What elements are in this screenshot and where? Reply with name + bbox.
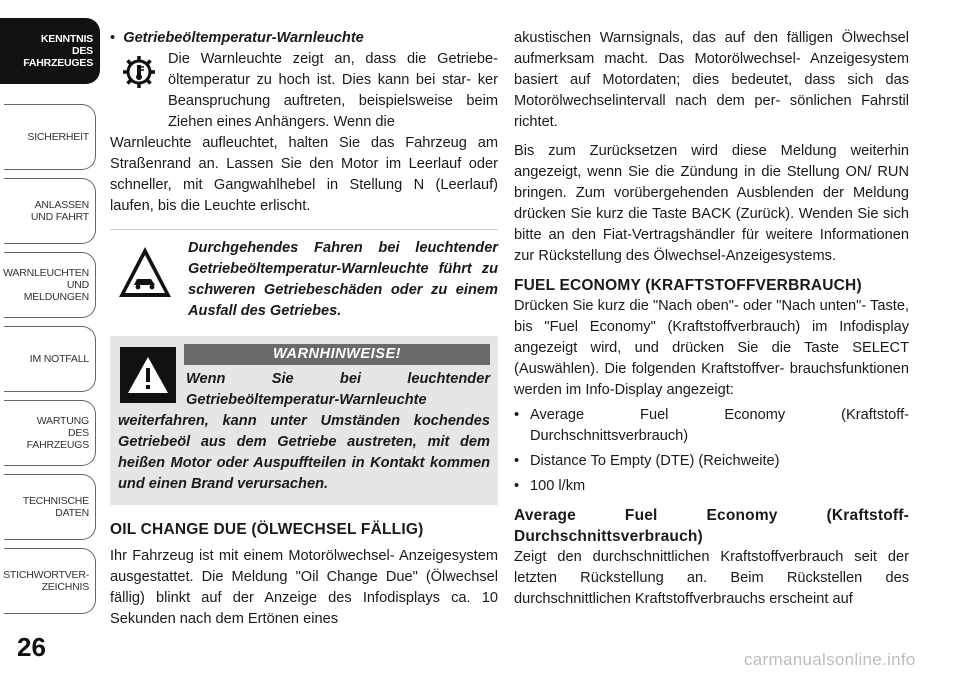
- bullet-dot: •: [110, 30, 124, 46]
- oil-change-text: Ihr Fahrzeug ist mit einem Motorölwechsel- Anzeigesystem ausgestattet. Die Meldung "Oil Change Due" (Ölwechsel fällig) blinkt auf der Anzeige des Infodisplays ca. 10 Sekunden nach dem Ertönen eines: [110, 548, 498, 627]
- caution-notice: [110, 229, 498, 322]
- tab-stichwortverzeichnis[interactable]: STICHWORTVER- ZEICHNIS: [4, 548, 96, 614]
- bullet-heading: [110, 28, 498, 49]
- transmission-temp-title: Getriebeöltemperatur-Warnleuchte: [123, 30, 364, 46]
- warning-text: Wenn Sie bei leuchtender Getriebeöltemperatur-Warnleuchte weiterfahren, kann unter Umständen kochendes Getriebeöl aus dem Getriebe austreten, mit dem heißen Motor oder Auspuffteilen in Kontakt kommen und einen Brand verursachen.: [118, 371, 490, 492]
- average-fuel-economy-text: Zeigt den durchschnittlichen Kraftstoffverbrauch seit der letzten Rückstellung an. Beim Rückstellen des durchschnittlichen Kraftstoffverbrauchs erscheint auf: [514, 549, 909, 607]
- caution-car-icon-wrap: [116, 244, 174, 302]
- watermark: carmanualsonline.info: [744, 650, 916, 669]
- list-item: • Average Fuel Economy (Kraftstoff- Durchschnittsverbrauch): [514, 405, 909, 447]
- fuel-economy-heading: FUEL ECONOMY (KRAFTSTOFFVERBRAUCH): [514, 277, 862, 294]
- tab-anlassen-und-fahrt[interactable]: ANLASSEN UND FAHRT: [4, 178, 96, 244]
- tab-sicherheit[interactable]: SICHERHEIT: [4, 104, 96, 170]
- tab-wartung-des-fahrzeugs[interactable]: WARTUNG DES FAHRZEUGS: [4, 400, 96, 466]
- average-fuel-economy-heading: Average Fuel Economy (Kraftstoff- Durchschnittsverbrauch): [514, 507, 909, 545]
- warning-header: WARNHINWEISE!: [184, 344, 490, 365]
- right-column: [514, 28, 909, 618]
- warning-triangle-icon: [126, 355, 170, 395]
- chapter-sidebar: [0, 0, 100, 678]
- fuel-economy-text: Drücken Sie kurz die "Nach oben"- oder "Nach unten"- Taste, bis "Fuel Economy" (Kraftstoffverbrauch) im Infodisplay angezeigt wird, und drücken Sie die Taste SELECT (Auswählen). Die folgenden Kraftstoffver- brauchsfunktionen werden im Info-Display angezeigt:: [514, 298, 909, 398]
- oil-change-text-cont: akustischen Warnsignals, das auf den fälligen Ölwechsel aufmerksam macht. Das Motorölwechsel- Anzeigesystem basiert auf Motordaten; dies bedeutet, dass sich das Motorölwechselintervall nach dem per- sönlichen Fahrstil richtet.: [514, 30, 909, 130]
- fuel-functions-list: [514, 405, 909, 497]
- tab-warnleuchten-und-meldungen[interactable]: WARNLEUCHTEN UND MELDUNGEN: [4, 252, 96, 318]
- warning-notice: [110, 336, 498, 505]
- transmission-temp-description-cont: Warnleuchte aufleuchtet, halten Sie das Fahrzeug am Straßenrand an. Lassen Sie den Motor im Leerlauf oder schneller, mit Gangwahlhebel in Stellung N (Leerlauf) laufen, bis die Leuchte erlischt.: [110, 135, 498, 214]
- tab-im-notfall[interactable]: IM NOTFALL: [4, 326, 96, 392]
- oil-change-reset-text: Bis zum Zurücksetzen wird diese Meldung weiterhin angezeigt, wenn Sie die Zündung in die Stellung ON/ RUN bringen. Zum vorübergehenden Ausblenden der Meldung drücken Sie kurz die Taste BACK (Zurück). Wenden Sie sich bitte an den Fiat-Vertragshändler für weitere Informationen zur Rückstellung des Ölwechsel-Anzeigesystems.: [514, 143, 909, 264]
- left-column: [110, 28, 498, 638]
- oil-change-heading: OIL CHANGE DUE (ÖLWECHSEL FÄLLIG): [110, 521, 424, 538]
- list-item: • 100 l/km: [514, 476, 909, 497]
- transmission-temp-description: Die Warnleuchte zeigt an, dass die Getriebe- öltemperatur zu hoch ist. Dies kann bei star- ker Beanspruchung auftreten, beispielsweise beim Ziehen eines Anhängers. Wenn die: [168, 51, 498, 130]
- list-item: • Distance To Empty (DTE) (Reichweite): [514, 451, 909, 472]
- gear-warning-block: [110, 49, 498, 133]
- warning-icon-wrap: [120, 347, 176, 403]
- caution-car-icon: [117, 245, 173, 301]
- page-number: 26: [17, 632, 46, 662]
- caution-text: Durchgehendes Fahren bei leuchtender Getriebeöltemperatur-Warnleuchte führt zu schweren Getriebeschäden oder zu einem Ausfall des Getriebes.: [188, 240, 498, 319]
- transmission-temperature-icon: [122, 55, 156, 89]
- tab-kenntnis-des-fahrzeuges[interactable]: KENNTNIS DES FAHRZEUGES: [0, 18, 100, 84]
- tab-technische-daten[interactable]: TECHNISCHE DATEN: [4, 474, 96, 540]
